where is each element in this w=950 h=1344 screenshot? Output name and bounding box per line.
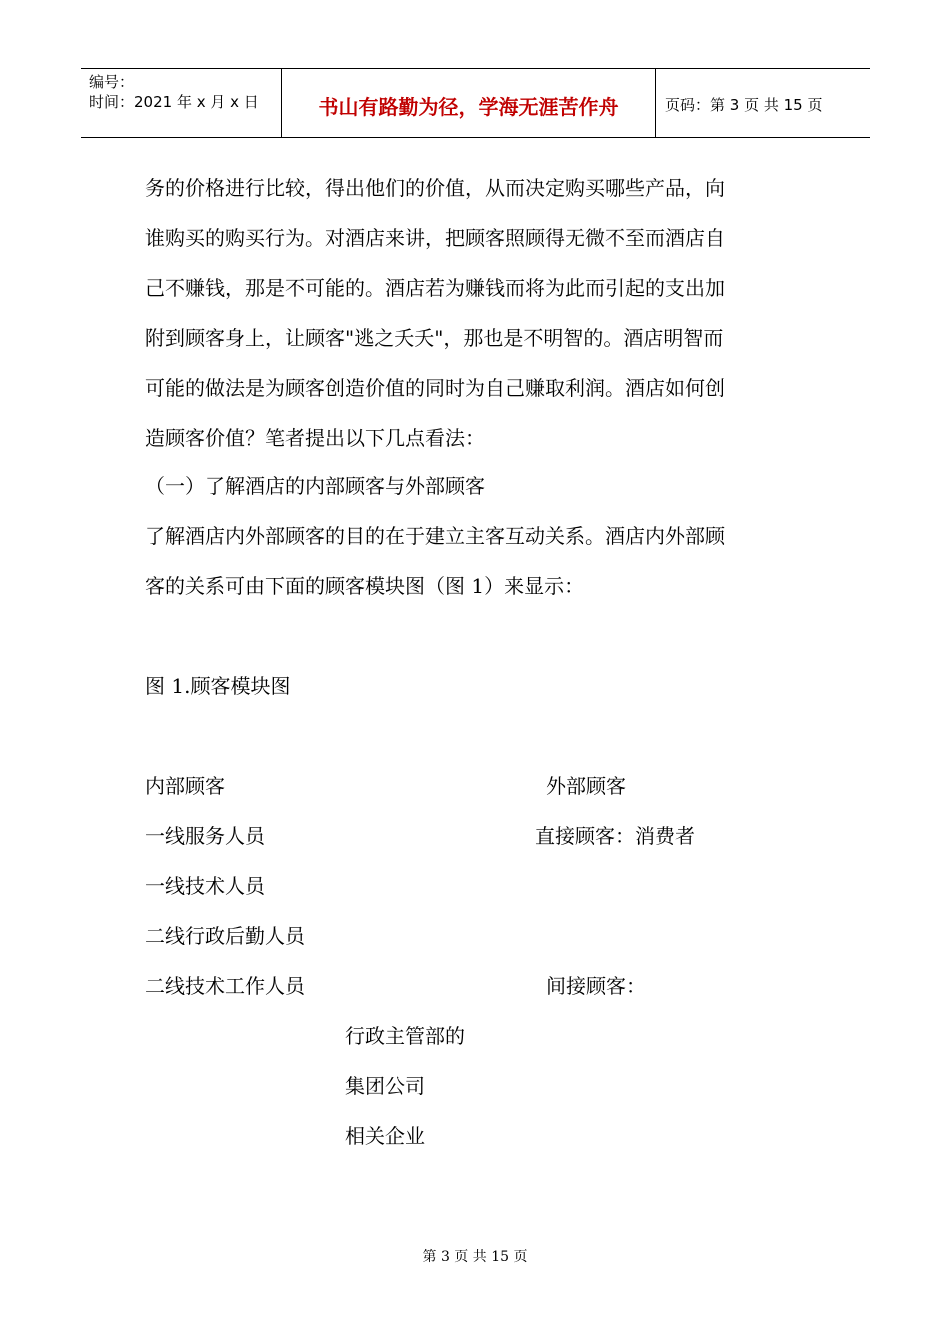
section-heading: （一）了解酒店的内部顾客与外部顾客 bbox=[145, 474, 485, 498]
paragraph-line: 谁购买的购买行为。对酒店来讲，把顾客照顾得无微不至而酒店自 bbox=[145, 226, 725, 250]
header-motto: 书山有路勤为径，学海无涯苦作舟 bbox=[318, 95, 619, 119]
internal-customer-item: 二线技术工作人员 bbox=[145, 974, 305, 998]
external-customer-heading: 外部顾客 bbox=[546, 774, 626, 798]
paragraph-line: 附到顾客身上，让顾客"逃之夭夭"，那也是不明智的。酒店明智而 bbox=[145, 326, 724, 350]
paragraph-line: 可能的做法是为顾客创造价值的同时为自己赚取利润。酒店如何创 bbox=[145, 376, 725, 400]
internal-customer-item: 二线行政后勤人员 bbox=[145, 924, 305, 948]
document-number-label: 编号： bbox=[89, 73, 135, 91]
internal-customer-item: 一线技术人员 bbox=[145, 874, 265, 898]
paragraph-line: 造顾客价值？笔者提出以下几点看法： bbox=[145, 426, 485, 450]
header-page-info: 页码：第 3 页 共 15 页 bbox=[665, 96, 823, 114]
header-meta-cell bbox=[81, 69, 281, 137]
document-header bbox=[81, 68, 870, 138]
indirect-customer-item: 集团公司 bbox=[345, 1074, 425, 1098]
indirect-customer-item: 行政主管部的 bbox=[345, 1024, 465, 1048]
page-footer: 第 3 页 共 15 页 bbox=[422, 1249, 528, 1265]
document-date: 时间：2021 年 x 月 x 日 bbox=[89, 93, 259, 111]
direct-customer: 直接顾客：消费者 bbox=[535, 824, 695, 848]
indirect-customer: 间接顾客： bbox=[546, 974, 646, 998]
paragraph-line: 客的关系可由下面的顾客模块图（图 1）来显示： bbox=[145, 574, 585, 598]
paragraph-line: 了解酒店内外部顾客的目的在于建立主客互动关系。酒店内外部顾 bbox=[145, 524, 725, 548]
header-page-cell bbox=[655, 69, 870, 137]
paragraph-line: 己不赚钱，那是不可能的。酒店若为赚钱而将为此而引起的支出加 bbox=[145, 276, 725, 300]
internal-customer-item: 一线服务人员 bbox=[145, 824, 265, 848]
internal-customer-heading: 内部顾客 bbox=[145, 774, 225, 798]
figure-title: 图 1.顾客模块图 bbox=[145, 674, 291, 698]
paragraph-line: 务的价格进行比较，得出他们的价值，从而决定购买哪些产品，向 bbox=[145, 176, 725, 200]
indirect-customer-item: 相关企业 bbox=[345, 1124, 425, 1148]
header-motto-cell bbox=[281, 69, 656, 137]
